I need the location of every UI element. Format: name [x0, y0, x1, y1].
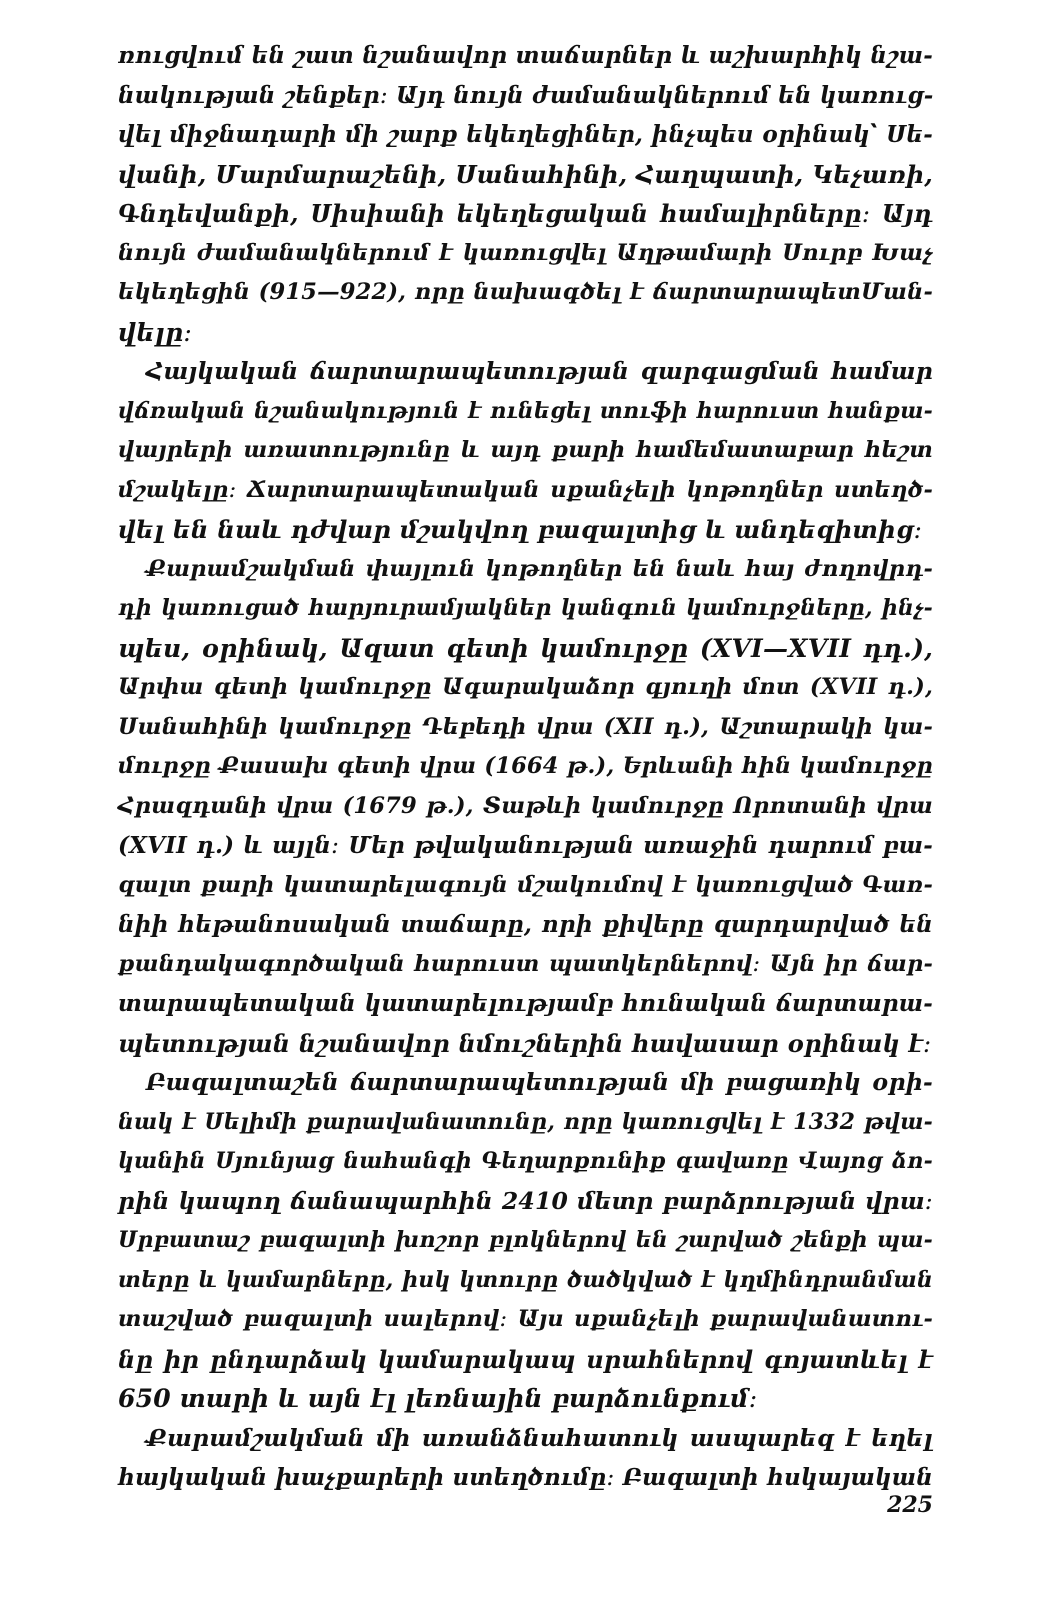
text-line: վել են նաև դժվար մշակվող բազալտից և անդեզիտից։	[118, 515, 923, 544]
text-line: տաշված բազալտի սալերով։ Այս սքանչելի քարավանատու-	[118, 1306, 933, 1332]
text-line: վել միջնադարի մի շարք եկեղեցիներ, ինչպես օրինակ՝ Սե-	[118, 121, 933, 148]
text-line: նիի հեթանոսական տաճարը, որի քիվերը զարդարված են	[118, 911, 933, 938]
text-line: Արփա գետի կամուրջը Ագարակաձոր գյուղի մոտ (XVII դ.),	[118, 674, 933, 700]
text-line: տարապետական կատարելությամբ հունական ճարտարա-	[118, 990, 933, 1017]
text-line: տերը և կամարները, իսկ կտուրը ծածկված է կղմինդրանման	[118, 1266, 933, 1293]
text-line: նակ է Սելիմի քարավանատունը, որը կառուցվել է 1332 թվա-	[118, 1108, 933, 1135]
text-line: 650 տարի և այն էլ լեռնային բարձունքում։	[118, 1384, 758, 1413]
text-line: Բազալտաշեն ճարտարապետության մի բացառիկ օրի-	[146, 1068, 933, 1096]
text-line: վայրերի առատությունը և այդ քարի համեմատաբար հեշտ	[118, 437, 933, 463]
text-line: վճռական նշանակություն է ունեցել տուֆի հարուստ հանքա-	[118, 397, 933, 424]
text-line: դի կառուցած հարյուրամյակներ կանգուն կամուրջները, ինչ-	[118, 595, 933, 621]
text-line: Սանահինի կամուրջը Դեբեդի վրա (XII դ.), Աշտարակի կա-	[118, 713, 933, 740]
text-line: եկեղեցին (915—922), որը նախագծել է ճարտարապետՄան-	[118, 279, 933, 305]
paragraph-4	[118, 1063, 933, 1419]
text-line: Քարամշակման մի առանձնահատուկ ասպարեզ է եղել	[146, 1423, 933, 1452]
text-line: պետության նշանավոր նմուշներին հավասար օրինակ է։	[118, 1028, 932, 1058]
paragraph-1	[118, 36, 933, 352]
text-line: Հրազդանի վրա (1679 թ.), Տաթևի կամուրջը Որոտանի վրա	[118, 792, 933, 819]
text-line: նույն ժամանակներում է կառուցվել Աղթամարի Սուրբ Խաչ	[118, 239, 933, 266]
page-number: 225	[887, 1492, 933, 1518]
text-line: մշակելը։ Ճարտարապետական սքանչելի կոթողներ ստեղծ-	[118, 476, 933, 503]
text-line: հայկական խաչքարերի ստեղծումը։ Բազալտի հսկայական	[118, 1464, 933, 1491]
text-line: վանի, Մարմարաշենի, Սանահինի, Հաղպատի, Կեչառի,	[118, 159, 933, 189]
text-line: մուրջը Քասախ գետի վրա (1664 թ.), Երևանի հին կամուրջը	[118, 753, 933, 779]
text-line: քանդակագործական հարուստ պատկերներով։ Այն իր ճար-	[118, 950, 933, 977]
text-line: վելը։	[118, 317, 193, 347]
text-line: նը իր ընդարձակ կամարակապ սրահներով գոյատևել է	[118, 1344, 933, 1374]
paragraph-3	[118, 550, 933, 1064]
text-line: Սրբատաշ բազալտի խոշոր բլոկներով են շարված շենքի պա-	[118, 1227, 933, 1253]
text-line: Գնդեվանքի, Սիսիանի եկեղեցական համալիրները։ Այդ	[118, 199, 933, 228]
document-page	[118, 36, 933, 1498]
text-line: ռուցվում են շատ նշանավոր տաճարներ և աշխարհիկ նշա-	[118, 42, 933, 69]
paragraph-2	[118, 352, 933, 550]
text-line: պես, օրինակ, Ազատ գետի կամուրջը (XVI—XVII դդ.),	[118, 633, 933, 663]
text-line: Քարամշակման փայլուն կոթողներ են նաև հայ ժողովրդ-	[146, 555, 933, 582]
text-line: Հայկական ճարտարապետության զարգացման համար	[146, 357, 933, 385]
text-line: (XVII դ.) և այլն։ Մեր թվականության առաջին դարում բա-	[118, 832, 933, 859]
paragraph-5	[118, 1419, 933, 1498]
text-line: կանին Սյունյաց նահանգի Գեղարքունիք գավառը Վայոց ձո-	[118, 1148, 933, 1174]
text-line: զալտ քարի կատարելագույն մշակումով է կառուցված Գառ-	[118, 871, 933, 898]
text-line: նակության շենքեր։ Այդ նույն ժամանակներում են կառուց-	[118, 81, 934, 109]
text-line: րին կապող ճանապարհին 2410 մետր բարձրության վրա։	[118, 1186, 933, 1215]
